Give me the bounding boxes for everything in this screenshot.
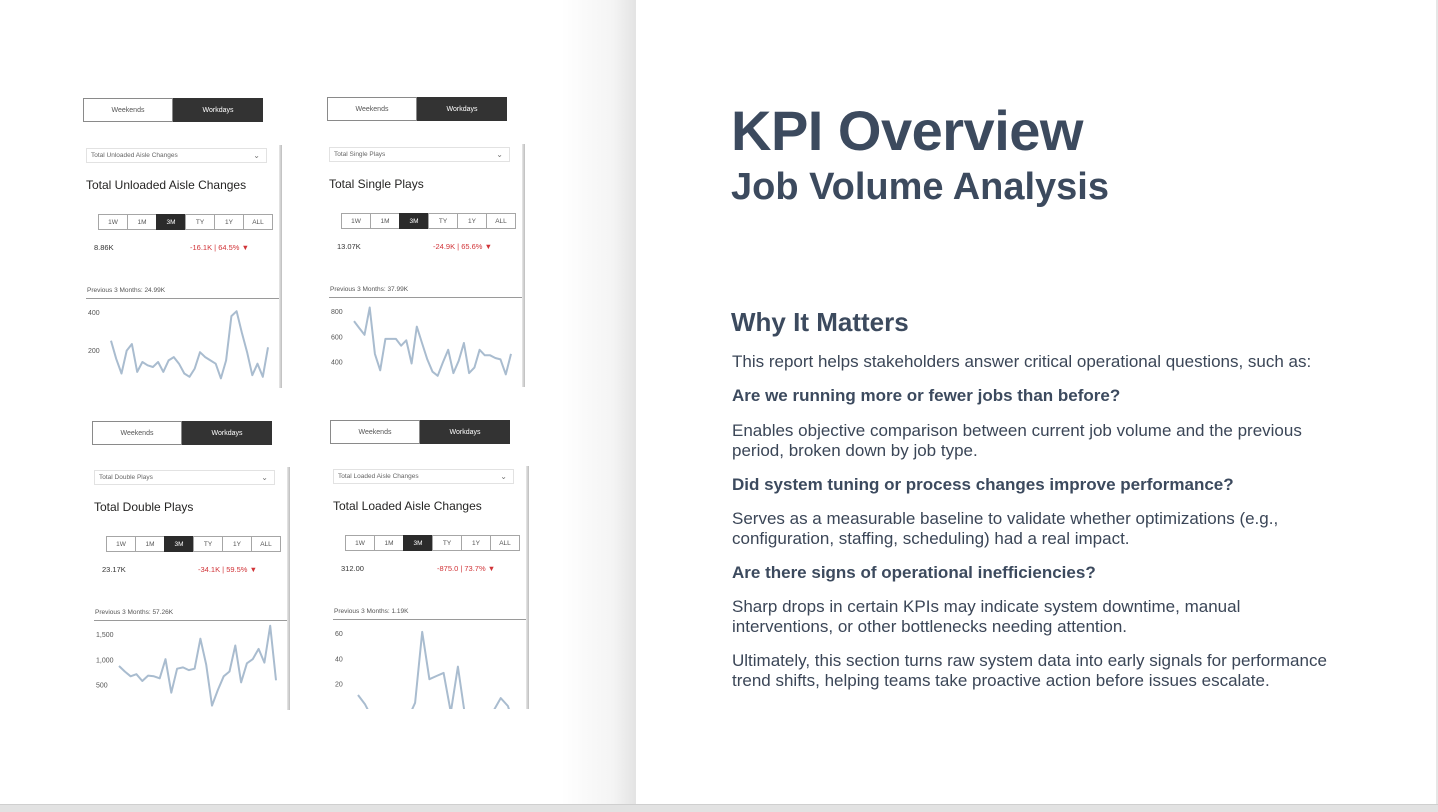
- y-tick-label: 400: [331, 359, 343, 367]
- range-1y-button[interactable]: 1Y: [214, 214, 244, 230]
- kpi-dropdown[interactable]: [94, 470, 275, 485]
- y-tick-label: 200: [88, 348, 100, 355]
- range-3m-button[interactable]: 3M: [399, 213, 429, 229]
- y-tick-label: 1,500: [96, 632, 114, 639]
- range-1y-button[interactable]: 1Y: [222, 536, 252, 552]
- answer-2: Serves as a measurable baseline to validate whether optimizations (e.g., configuration, staffing, scheduling) had a real impact.: [732, 509, 1279, 548]
- y-tick-label: 40: [335, 656, 343, 664]
- sparkline-chart: [327, 298, 525, 387]
- kpi-dropdown[interactable]: [329, 147, 510, 162]
- range-1w-button[interactable]: 1W: [345, 535, 375, 551]
- kpi-value: 312.00: [341, 564, 364, 573]
- y-tick-label: 400: [88, 310, 100, 317]
- range-1w-button[interactable]: 1W: [106, 536, 136, 552]
- intro-text: This report helps stakeholders answer critical operational questions, such as:: [732, 352, 1312, 371]
- card-title: Total Loaded Aisle Changes: [333, 499, 482, 513]
- workdays-toggle-button[interactable]: Workdays: [417, 97, 507, 121]
- range-1y-button[interactable]: 1Y: [461, 535, 491, 551]
- range-ty-button[interactable]: TY: [432, 535, 462, 551]
- kpi-card-double-plays: [92, 467, 290, 710]
- card-title: Total Double Plays: [94, 500, 194, 514]
- range-3m-button[interactable]: 3M: [403, 535, 433, 551]
- question-3: Are there signs of operational inefficiencies?: [732, 563, 1096, 582]
- range-1m-button[interactable]: 1M: [374, 535, 404, 551]
- kpi-delta: -34.1K | 59.5% ▼: [198, 565, 257, 574]
- card-title: Total Unloaded Aisle Changes: [86, 178, 247, 192]
- answer-1: Enables objective comparison between current job volume and the previous period, broken down by job type.: [732, 421, 1302, 460]
- chevron-down-icon: ⌄: [496, 150, 503, 159]
- weekends-toggle-button[interactable]: Weekends: [83, 98, 173, 122]
- range-selector: [99, 214, 273, 230]
- chevron-down-icon: ⌄: [253, 151, 260, 160]
- range-1m-button[interactable]: 1M: [135, 536, 165, 552]
- kpi-delta: -24.9K | 65.6% ▼: [433, 242, 492, 251]
- range-selector: [346, 535, 520, 551]
- y-tick-label: 800: [331, 309, 343, 316]
- panel-shadow: [560, 0, 636, 804]
- range-ty-button[interactable]: TY: [185, 214, 215, 230]
- range-selector: [342, 213, 516, 229]
- kpi-dropdown[interactable]: [333, 469, 514, 484]
- chevron-down-icon: ⌄: [261, 473, 268, 482]
- range-all-button[interactable]: ALL: [251, 536, 281, 552]
- range-3m-button[interactable]: 3M: [164, 536, 194, 552]
- y-tick-label: 500: [96, 682, 108, 690]
- previous-period-label: Previous 3 Months: 1.19K: [334, 608, 409, 615]
- workdays-toggle-button[interactable]: Workdays: [420, 420, 510, 444]
- range-all-button[interactable]: ALL: [243, 214, 273, 230]
- closing-text: Ultimately, this section turns raw system data into early signals for performance trend shifts, helping teams take proactive action before issues escalate.: [732, 651, 1327, 690]
- answer-3: Sharp drops in certain KPIs may indicate system downtime, manual interventions, or other bottlenecks needing attention.: [732, 597, 1241, 636]
- sparkline-series: [119, 626, 276, 706]
- range-all-button[interactable]: ALL: [486, 213, 516, 229]
- kpi-card-unloaded-aisle-changes: [84, 145, 282, 388]
- day-type-toggle[interactable]: [92, 421, 272, 445]
- range-selector: [107, 536, 281, 552]
- dropdown-value: Total Loaded Aisle Changes: [338, 473, 419, 480]
- workdays-toggle-button[interactable]: Workdays: [173, 98, 263, 122]
- range-1w-button[interactable]: 1W: [98, 214, 128, 230]
- y-tick-label: 1,000: [96, 657, 114, 665]
- range-1m-button[interactable]: 1M: [127, 214, 157, 230]
- previous-period-label: Previous 3 Months: 37.99K: [330, 286, 409, 293]
- kpi-value: 8.86K: [94, 243, 114, 252]
- sparkline-series: [354, 308, 511, 376]
- y-tick-label: 60: [335, 631, 343, 638]
- dropdown-value: Total Single Plays: [334, 151, 386, 158]
- range-1m-button[interactable]: 1M: [370, 213, 400, 229]
- page-title: KPI Overview: [731, 99, 1083, 162]
- question-2: Did system tuning or process changes improve performance?: [732, 475, 1234, 494]
- range-1y-button[interactable]: 1Y: [457, 213, 487, 229]
- kpi-dropdown[interactable]: [86, 148, 267, 163]
- workdays-toggle-button[interactable]: Workdays: [182, 421, 272, 445]
- dropdown-value: Total Unloaded Aisle Changes: [91, 152, 178, 159]
- range-1w-button[interactable]: 1W: [341, 213, 371, 229]
- range-ty-button[interactable]: TY: [428, 213, 458, 229]
- sparkline-series: [111, 311, 268, 378]
- kpi-value: 23.17K: [102, 565, 126, 574]
- previous-period-label: Previous 3 Months: 57.26K: [95, 609, 174, 616]
- page-subtitle: Job Volume Analysis: [731, 166, 1109, 208]
- kpi-card-single-plays: [327, 144, 525, 387]
- y-tick-label: 20: [335, 681, 343, 689]
- day-type-toggle[interactable]: [327, 97, 507, 121]
- dropdown-value: Total Double Plays: [99, 474, 153, 481]
- day-type-toggle[interactable]: [330, 420, 510, 444]
- day-type-toggle[interactable]: [83, 98, 263, 122]
- section-heading: Why It Matters: [731, 307, 909, 337]
- range-ty-button[interactable]: TY: [193, 536, 223, 552]
- kpi-card-loaded-aisle-changes: [331, 466, 529, 709]
- kpi-delta: -875.0 | 73.7% ▼: [437, 564, 496, 573]
- weekends-toggle-button[interactable]: Weekends: [327, 97, 417, 121]
- range-all-button[interactable]: ALL: [490, 535, 520, 551]
- sparkline-chart: [84, 299, 282, 388]
- sparkline-chart: [92, 621, 290, 710]
- question-1: Are we running more or fewer jobs than before?: [732, 386, 1121, 405]
- sparkline-series: [358, 632, 515, 709]
- weekends-toggle-button[interactable]: Weekends: [330, 420, 420, 444]
- card-title: Total Single Plays: [329, 177, 424, 191]
- range-3m-button[interactable]: 3M: [156, 214, 186, 230]
- previous-period-label: Previous 3 Months: 24.99K: [87, 287, 166, 294]
- y-tick-label: 600: [331, 334, 343, 342]
- weekends-toggle-button[interactable]: Weekends: [92, 421, 182, 445]
- sparkline-chart: [331, 620, 529, 709]
- kpi-delta: -16.1K | 64.5% ▼: [190, 243, 249, 252]
- chevron-down-icon: ⌄: [500, 472, 507, 481]
- kpi-value: 13.07K: [337, 242, 361, 251]
